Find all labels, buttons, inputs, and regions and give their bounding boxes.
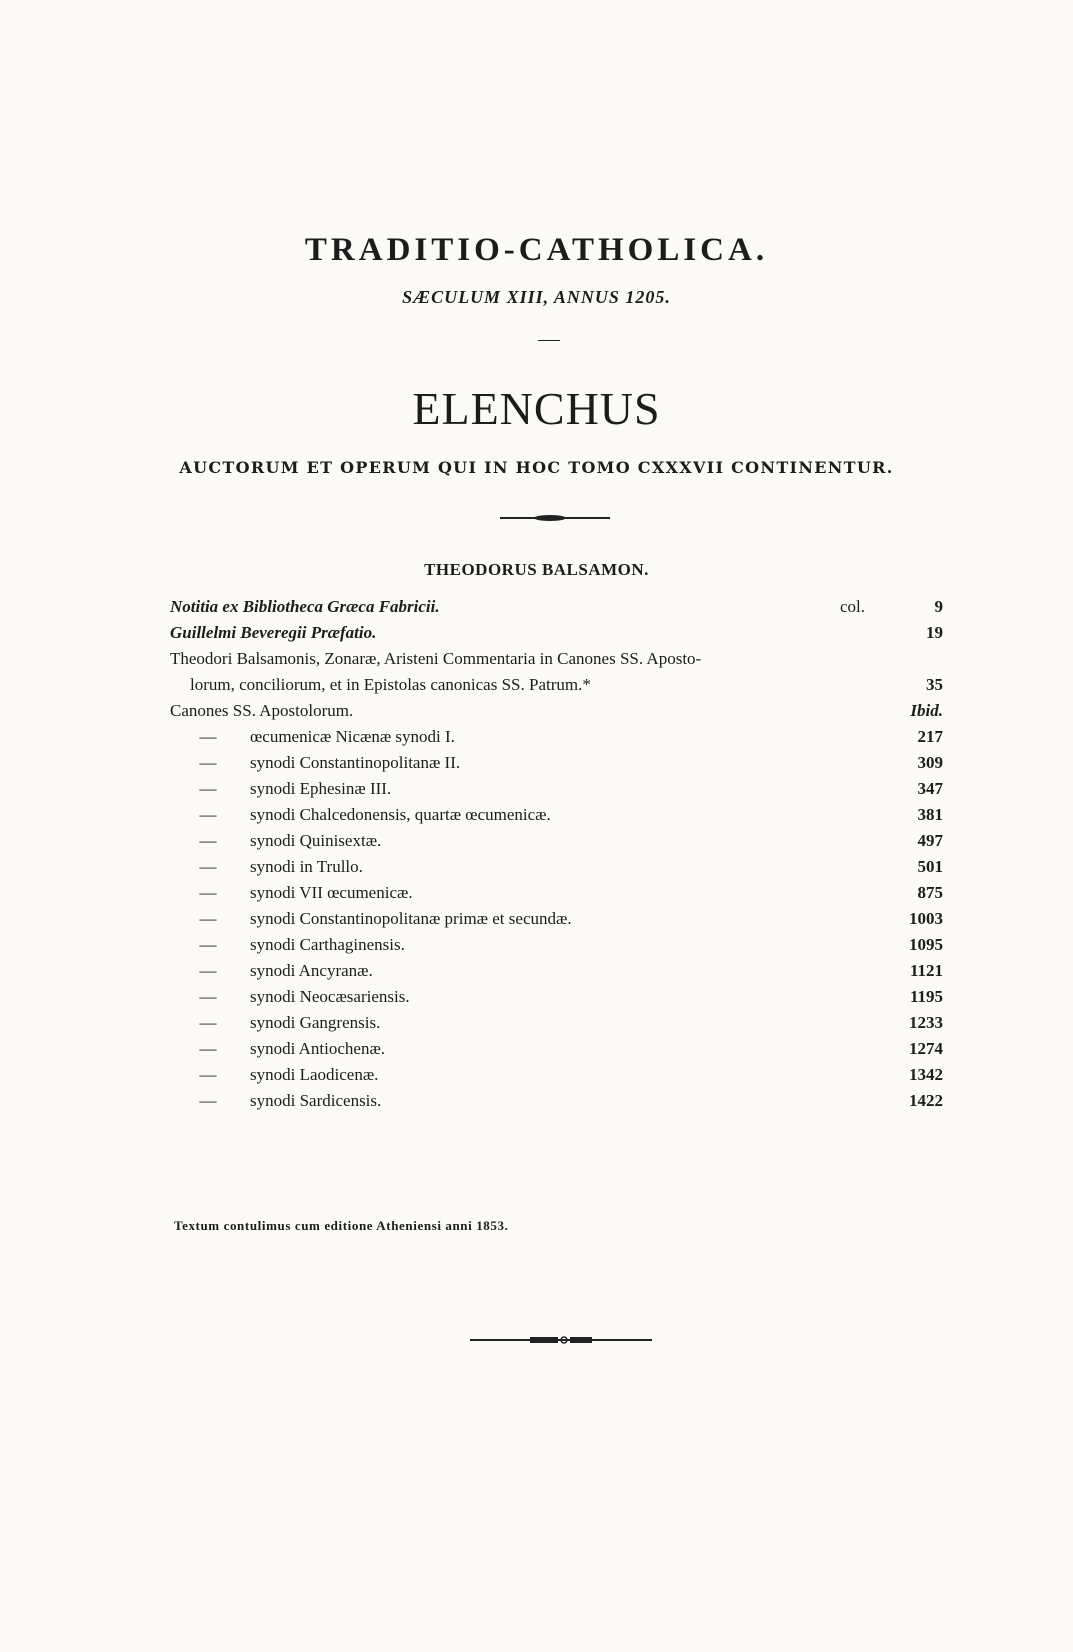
toc-entry-text-continued: lorum, conciliorum, et in Epistolas canonicas SS. Patrum.*: [190, 675, 591, 694]
toc-row: [0, 672, 1073, 698]
toc-row: [0, 698, 1073, 724]
author-heading: THEODORUS BALSAMON.: [424, 560, 649, 579]
elenchus-subheading: AUCTORUM ET OPERUM QUI IN HOC TOMO CXXXVII CONTINENTUR.: [179, 458, 894, 477]
toc-row: [0, 750, 1073, 776]
toc-column-number: 347: [917, 779, 943, 798]
ditto-dash: —: [199, 779, 217, 798]
end-ornament: [470, 1336, 652, 1344]
toc-entry-text: synodi Ancyranæ.: [250, 961, 373, 980]
footnote: Textum contulimus cum editione Atheniensi anni 1853.: [174, 1218, 509, 1233]
ditto-dash: —: [199, 883, 217, 902]
toc-entry-text: œcumenicæ Nicænæ synodi I.: [250, 727, 455, 746]
toc-column-number: 1233: [909, 1013, 943, 1032]
toc-row: [0, 1036, 1073, 1062]
toc-row: [0, 958, 1073, 984]
toc-entry-text: Notitia ex Bibliotheca Græca Fabricii.: [170, 597, 440, 616]
toc-column-number: 1095: [909, 935, 943, 954]
toc-column-number: 501: [917, 857, 943, 876]
toc-row: [0, 620, 1073, 646]
toc-entry-text: Theodori Balsamonis, Zonaræ, Aristeni Commentaria in Canones SS. Aposto-: [170, 649, 702, 668]
toc-row: [0, 880, 1073, 906]
ditto-dash: —: [199, 727, 217, 746]
ditto-dash: —: [199, 987, 217, 1006]
toc-column-number: 309: [917, 753, 943, 772]
toc-column-number: 1195: [909, 987, 943, 1006]
toc-column-number: 875: [917, 883, 943, 902]
toc-row: [0, 1010, 1073, 1036]
toc-column-number: 1121: [909, 961, 943, 980]
elenchus-heading: ELENCHUS: [412, 383, 661, 434]
toc-row: [0, 1062, 1073, 1088]
toc-column-number: 1342: [909, 1065, 943, 1084]
toc-entry-text: synodi Quinisextæ.: [250, 831, 382, 850]
toc-entry-text: synodi Constantinopolitanæ II.: [250, 753, 461, 772]
series-subtitle: SÆCULUM XIII, ANNUS 1205.: [402, 287, 671, 307]
toc-entry-text: synodi Constantinopolitanæ primæ et secundæ.: [250, 909, 572, 928]
ditto-dash: —: [199, 961, 217, 980]
ditto-dash: —: [199, 909, 217, 928]
toc-entry-text: synodi Gangrensis.: [250, 1013, 381, 1032]
toc-entry-text: synodi Antiochenæ.: [250, 1039, 386, 1058]
toc-entry-text: Guillelmi Beveregii Præfatio.: [170, 623, 377, 642]
toc-entry-text: synodi Chalcedonensis, quartæ œcumenicæ.: [250, 805, 551, 824]
toc-entry-text: synodi VII œcumenicæ.: [250, 883, 413, 902]
ditto-dash: —: [199, 1091, 217, 1110]
col-label: col.: [840, 597, 866, 616]
ditto-dash: —: [199, 857, 217, 876]
ditto-dash: —: [199, 1039, 217, 1058]
toc-row: [0, 776, 1073, 802]
toc-row: [0, 802, 1073, 828]
toc-column-number: 381: [917, 805, 943, 824]
ditto-dash: —: [199, 1065, 217, 1084]
toc-column-number: 9: [934, 597, 943, 616]
ditto-dash: —: [199, 805, 217, 824]
toc-row: [0, 828, 1073, 854]
toc-entry-text: synodi Carthaginensis.: [250, 935, 405, 954]
toc-column-number: 19: [926, 623, 943, 642]
toc-entry-text: synodi Laodicenæ.: [250, 1065, 379, 1084]
toc-row: [0, 854, 1073, 880]
toc-entry-text: synodi in Trullo.: [250, 857, 363, 876]
toc-row: [0, 932, 1073, 958]
toc-column-number: 1274: [909, 1039, 943, 1058]
toc-column-number: 497: [917, 831, 943, 850]
series-title: TRADITIO-CATHOLICA.: [304, 232, 769, 268]
toc-column-number: 1003: [909, 909, 943, 928]
toc-entry-text: synodi Neocæsariensis.: [250, 987, 410, 1006]
ditto-dash: —: [199, 753, 217, 772]
toc-column-number: 217: [917, 727, 943, 746]
ditto-dash: —: [199, 1013, 217, 1032]
toc-column-number: 1422: [909, 1091, 943, 1110]
ditto-dash: —: [199, 831, 217, 850]
toc-row: [0, 724, 1073, 750]
toc-column-number: Ibid.: [910, 701, 943, 720]
toc-column-number: 35: [926, 675, 943, 694]
toc-row: [0, 906, 1073, 932]
toc-entry-text: Canones SS. Apostolorum.: [170, 701, 354, 720]
toc-row: [0, 984, 1073, 1010]
toc-entry-text: synodi Ephesinæ III.: [250, 779, 392, 798]
short-rule-divider: [538, 340, 560, 341]
toc-row: [0, 1088, 1073, 1114]
toc-entry-text: synodi Sardicensis.: [250, 1091, 382, 1110]
toc-row: [0, 646, 1073, 672]
ditto-dash: —: [199, 935, 217, 954]
ornament-divider: [500, 514, 610, 522]
toc-row: [0, 594, 1073, 620]
